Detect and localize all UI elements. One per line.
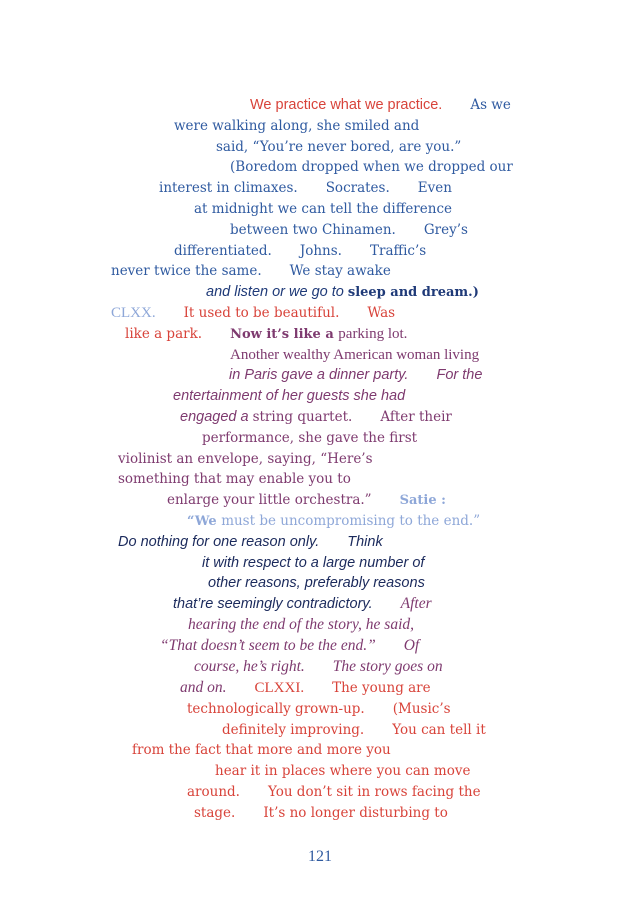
text-seg: Grey’s [423,222,468,238]
text-seg: “That doesn’t seem to be the end.” [160,637,376,654]
text-line [230,346,479,364]
text-seg: between two Chinamen. [230,222,396,238]
text-seg: After [400,595,432,612]
text-line [208,574,425,592]
text-line [174,117,419,135]
text-line [229,366,482,384]
text-seg: Satie : [399,493,446,508]
text-seg: it with respect to a large number of [202,555,425,571]
text-line [250,96,511,114]
text-seg: entertainment of her guests she had [173,388,406,404]
text-seg: stage. [194,805,236,821]
text-seg: Do nothing for one reason only. [118,534,320,550]
text-line [160,637,419,655]
text-line [118,470,351,488]
text-seg: definitely improving. [222,722,365,738]
text-line [180,408,452,426]
text-seg: (Boredom dropped when we dropped our [230,159,513,175]
text-line [230,221,468,239]
text-seg: at midnight we can tell the difference [194,201,452,217]
text-seg: hear it in places where you can move [215,763,471,779]
text-seg: It’s no longer disturbing to [263,805,448,821]
text-seg: (Music’s [392,701,451,717]
text-line [194,658,443,676]
text-line [187,512,480,531]
text-seg: in Paris gave a dinner party. [229,367,409,383]
text-seg: were walking along, she smiled and [174,118,420,134]
text-seg: never twice the same. [111,263,262,279]
text-seg: We practice what we practice. [250,97,443,113]
text-seg: string quartet. [252,409,353,425]
text-seg: other reasons, preferably reasons [208,575,425,591]
text-seg: CLXXI. [254,680,305,696]
text-seg: Was [367,305,396,321]
text-seg: must be uncompromising to the end.” [221,513,481,529]
text-seg: You don’t sit in rows facing the [267,784,481,800]
text-seg: that’re seemingly contradictory. [173,596,373,612]
text-seg: said, “You’re never bored, are you.” [216,139,462,155]
text-seg: We stay awake [289,263,391,279]
text-line [118,450,373,468]
text-line [132,741,391,759]
text-seg: The story goes on [332,658,443,675]
text-seg: Now it’s like a [230,327,339,342]
text-seg: and listen or we go to [206,284,348,300]
text-seg: The young are [332,680,431,696]
text-line [216,138,461,156]
text-seg: You can tell it [392,722,486,738]
text-line [187,783,481,801]
text-seg: performance, she gave the first [202,430,418,446]
text-line [111,304,395,322]
text-seg: As we [470,97,511,113]
text-line [188,616,414,634]
text-line [111,262,391,280]
text-seg: Think [347,534,383,550]
text-seg: from the fact that more and more you [132,742,391,758]
text-line [206,283,479,302]
text-seg: engaged a [180,409,253,425]
text-line [173,595,432,613]
text-line [180,679,431,697]
text-line [202,429,417,447]
text-seg: like a park. [125,326,203,342]
text-line [230,158,513,176]
text-seg: sleep and dream.) [347,285,479,300]
text-seg: course, he’s right. [194,658,305,675]
text-line [159,179,452,197]
text-seg: It used to be beautiful. [183,305,340,321]
text-seg: For the [436,367,483,383]
text-seg: interest in climaxes. [159,180,298,196]
text-seg: Johns. [299,243,342,259]
text-seg: differentiated. [174,243,272,259]
text-seg: Even [417,180,452,196]
text-seg: CLXX. [111,305,156,321]
text-line [215,762,470,780]
text-seg: Traffic’s [369,243,427,259]
text-line [222,721,486,739]
text-seg: and on. [180,679,227,696]
text-seg: violinist an envelope, saying, “Here’s [118,451,373,467]
text-line [125,325,407,344]
text-line [194,804,448,822]
text-line [202,554,424,572]
text-line [167,491,446,510]
text-seg: Another wealthy American woman living [230,347,480,363]
text-line [174,242,426,260]
text-seg: enlarge your little orchestra.” [167,492,372,508]
text-seg: Socrates. [325,180,390,196]
text-line [194,200,452,218]
text-line [118,533,383,551]
text-seg: technologically grown-up. [187,701,365,717]
text-seg: “We [187,514,222,529]
page-number: 121 [308,848,332,865]
text-line [173,387,405,405]
text-seg: Of [403,637,420,654]
text-seg: around. [187,784,240,800]
text-seg: hearing the end of the story, he said, [188,616,415,633]
text-seg: something that may enable you to [118,471,351,487]
text-seg: parking lot. [338,326,408,342]
text-line [187,700,451,718]
text-seg: After their [380,409,452,425]
